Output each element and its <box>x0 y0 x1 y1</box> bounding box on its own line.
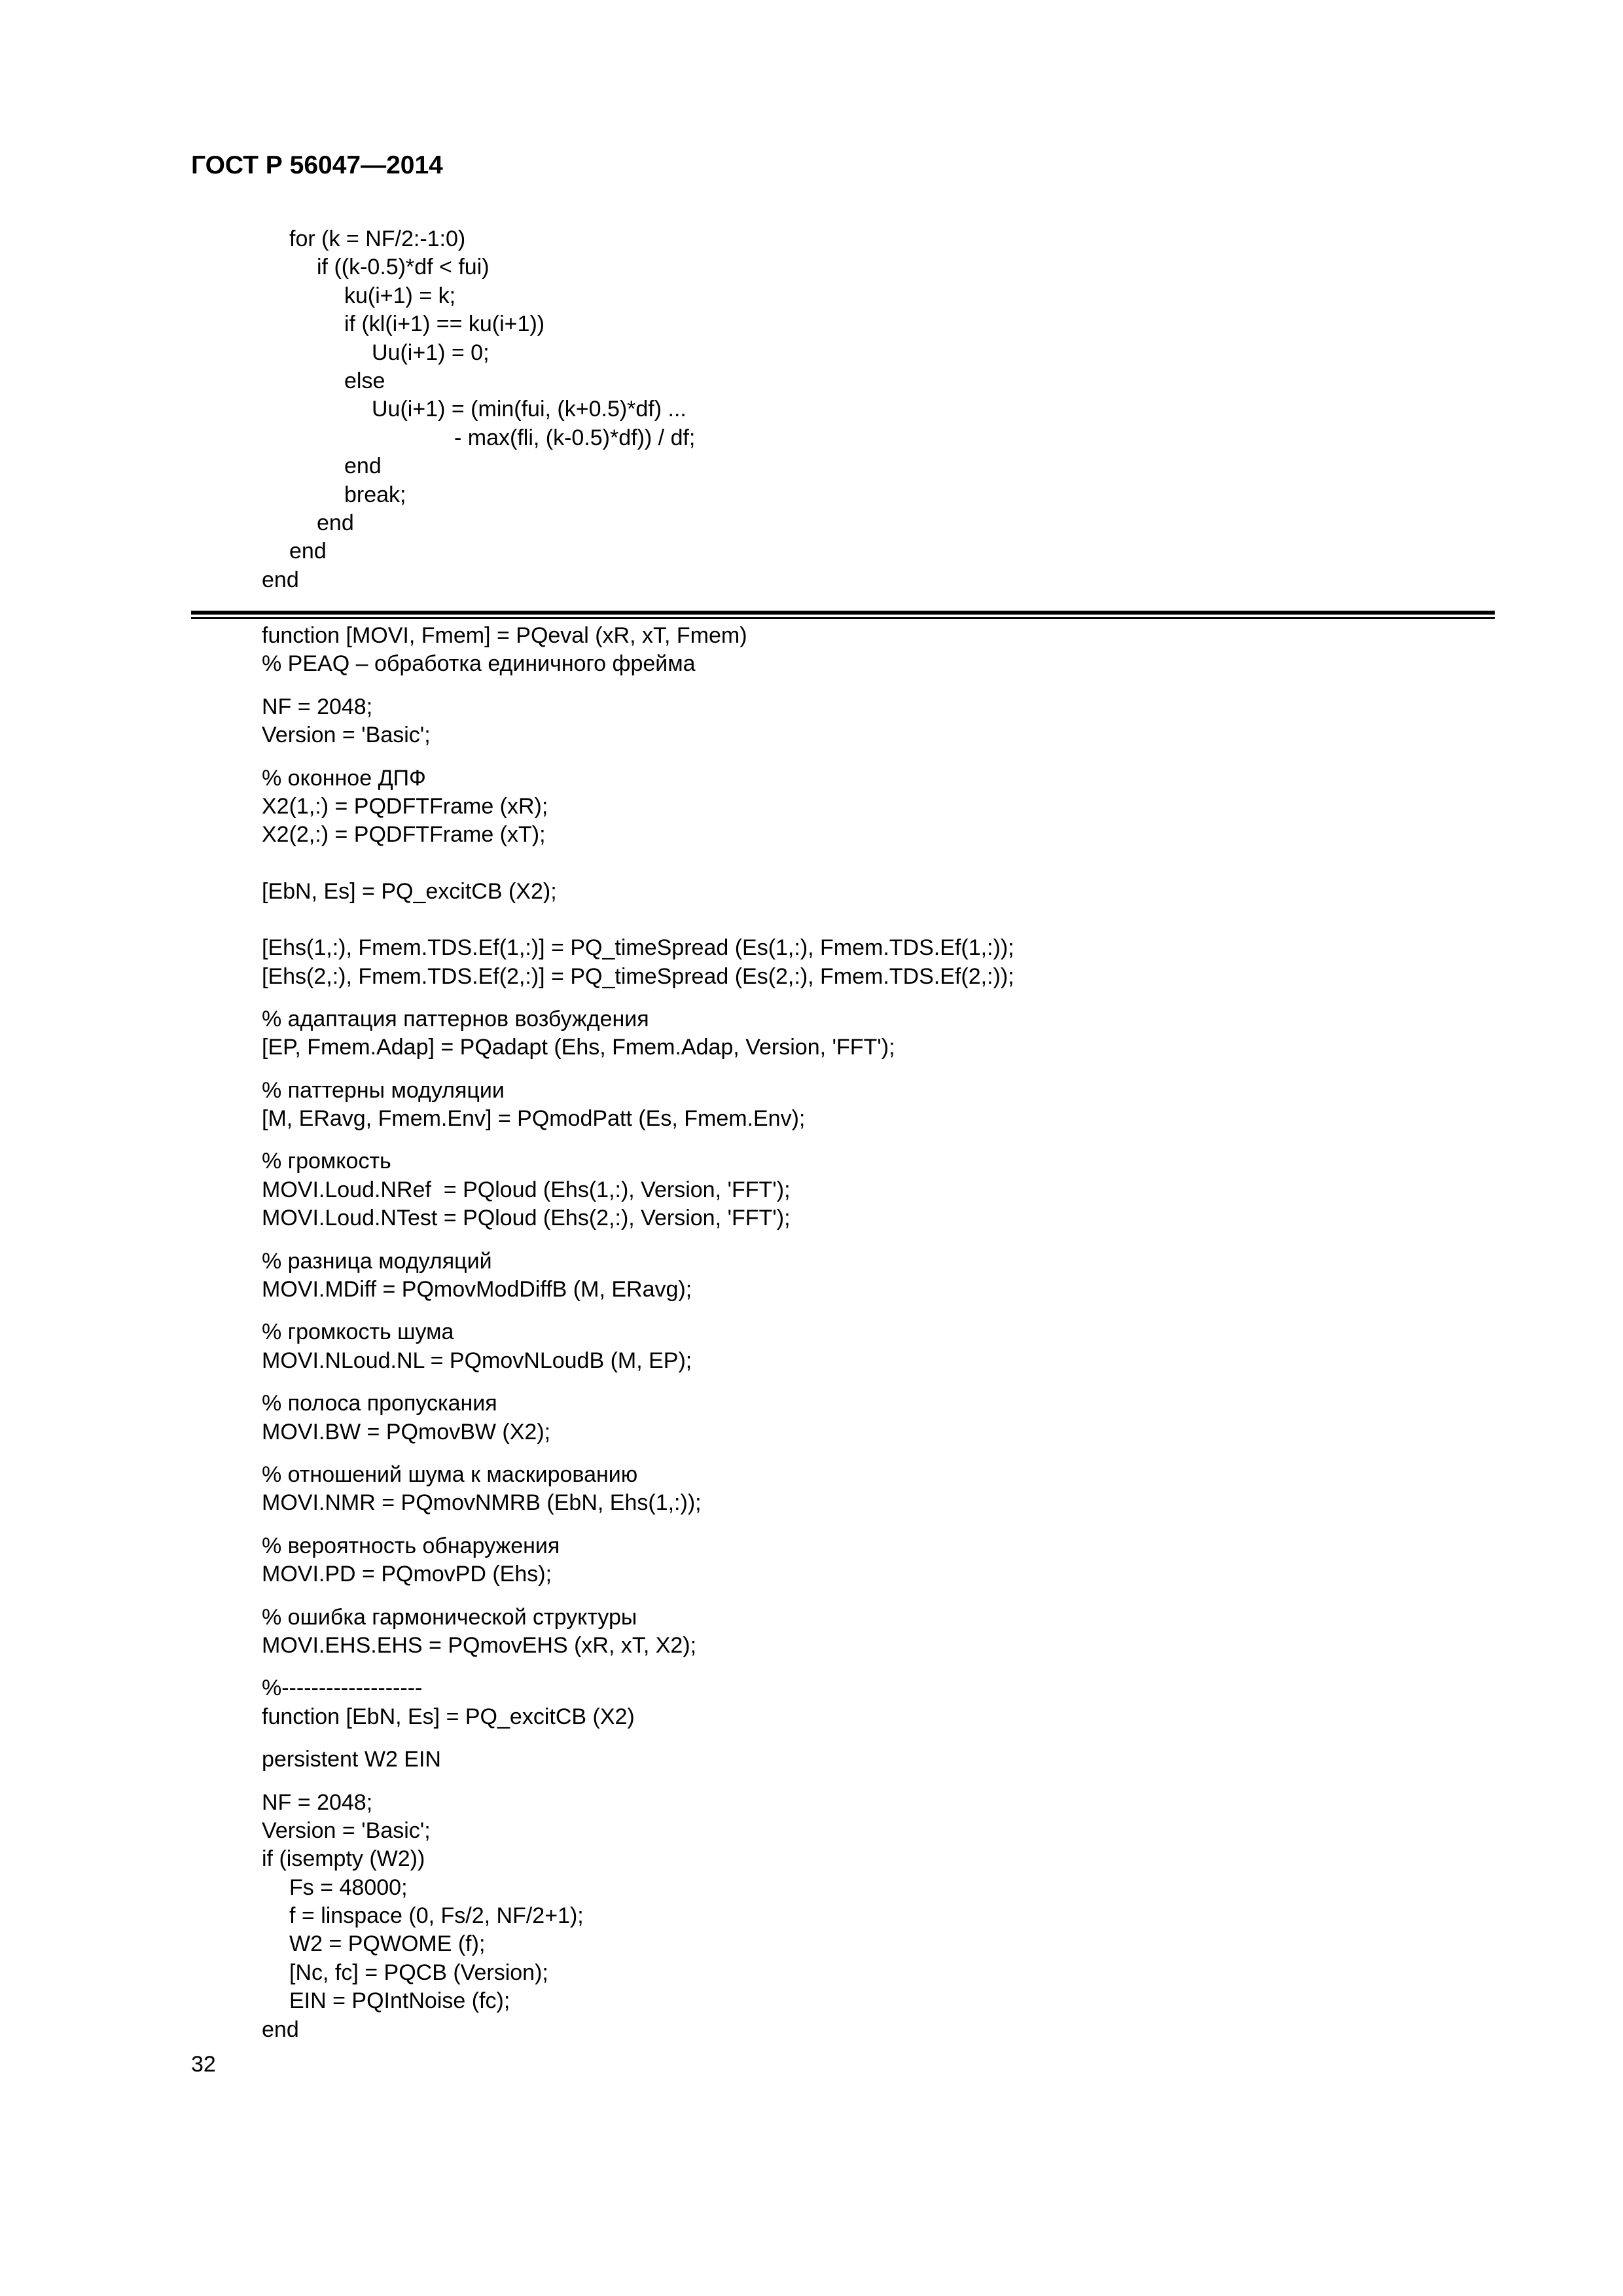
code-line: [EP, Fmem.Adap] = PQadapt (Ehs, Fmem.Adap, Version, 'FFT'); <box>262 1035 895 1060</box>
code-line: [EbN, Es] = PQ_excitCB (X2); <box>262 878 557 904</box>
code-line: % разница модуляций <box>262 1248 492 1274</box>
code-line: if (kl(i+1) == ku(i+1)) <box>344 312 545 337</box>
code-line: for (k = NF/2:-1:0) <box>289 226 466 251</box>
separator-thick-rule <box>191 611 1495 615</box>
code-line: %------------------- <box>262 1676 423 1701</box>
code-line: % громкость шума <box>262 1319 454 1345</box>
code-spacer <box>0 1446 1623 1461</box>
code-line: % полоса пропускания <box>262 1391 497 1416</box>
code-line: - max(fli, (k-0.5)*df)) / df; <box>454 425 696 450</box>
code-spacer <box>0 906 1623 934</box>
code-spacer <box>0 1774 1623 1789</box>
code-block-top <box>0 225 1623 594</box>
code-spacer <box>0 1589 1623 1604</box>
code-spacer <box>0 991 1623 1005</box>
code-line: MOVI.NLoud.NL = PQmovNLoudB (M, EP); <box>262 1348 692 1373</box>
code-line: end <box>289 539 327 564</box>
code-line: end <box>344 454 382 479</box>
code-line: MOVI.MDiff = PQmovModDiffB (M, ERavg); <box>262 1277 692 1302</box>
code-spacer <box>0 1233 1623 1247</box>
code-spacer <box>0 1304 1623 1318</box>
code-line: % оконное ДПФ <box>262 765 426 791</box>
code-line: Version = 'Basic'; <box>262 723 431 748</box>
code-line: MOVI.PD = PQmovPD (Ehs); <box>262 1562 552 1587</box>
code-line: break; <box>344 482 406 507</box>
code-spacer <box>0 750 1623 764</box>
code-line: X2(1,:) = PQDFTFrame (xR); <box>262 793 548 819</box>
code-line: MOVI.NMR = PQmovNMRB (EbN, Ehs(1,:)); <box>262 1490 702 1516</box>
code-line: function [MOVI, Fmem] = PQeval (xR, xT, Fmem) <box>262 623 747 648</box>
page-number: 32 <box>191 2052 216 2077</box>
code-line: % PEAQ – обработка единичного фрейма <box>262 651 696 677</box>
code-line: NF = 2048; <box>262 694 373 719</box>
code-line: end <box>317 510 354 535</box>
code-line: Uu(i+1) = (min(fui, (k+0.5)*df) ... <box>372 397 687 422</box>
code-line: % громкость <box>262 1149 391 1174</box>
code-spacer <box>0 1731 1623 1746</box>
code-line: MOVI.EHS.EHS = PQmovEHS (xR, xT, X2); <box>262 1632 697 1658</box>
code-spacer <box>0 1518 1623 1532</box>
code-line: [Nc, fc] = PQCB (Version); <box>289 1960 548 1985</box>
code-line: % отношений шума к маскированию <box>262 1462 638 1487</box>
code-line: persistent W2 EIN <box>262 1747 441 1772</box>
code-line: ku(i+1) = k; <box>344 283 456 308</box>
code-line: function [EbN, Es] = PQ_excitCB (X2) <box>262 1704 635 1729</box>
code-line: % адаптация паттернов возбуждения <box>262 1006 649 1031</box>
code-line: MOVI.BW = PQmovBW (X2); <box>262 1419 551 1444</box>
code-line: f = linspace (0, Fs/2, NF/2+1); <box>289 1903 584 1929</box>
code-line: end <box>262 2017 299 2042</box>
code-spacer <box>0 1133 1623 1147</box>
document-header: ГОСТ Р 56047—2014 <box>191 151 443 179</box>
code-line: X2(2,:) = PQDFTFrame (xT); <box>262 822 546 848</box>
code-spacer <box>0 1062 1623 1077</box>
code-line: MOVI.Loud.NTest = PQloud (Ehs(2,:), Version, 'FFT'); <box>262 1206 791 1231</box>
code-line: % вероятность обнаружения <box>262 1533 560 1558</box>
code-line: [M, ERavg, Fmem.Env] = PQmodPatt (Es, Fmem.Env); <box>262 1106 806 1132</box>
code-spacer <box>0 1375 1623 1390</box>
code-line: W2 = PQWOME (f); <box>289 1931 486 1957</box>
code-line: if (isempty (W2)) <box>262 1846 425 1872</box>
code-line: Fs = 48000; <box>289 1874 408 1900</box>
code-block-bottom <box>0 622 1623 2044</box>
code-line: end <box>262 567 299 592</box>
code-line: % ошибка гармонической структуры <box>262 1604 637 1630</box>
section-separator <box>191 611 1495 620</box>
code-line: % паттерны модуляции <box>262 1077 505 1103</box>
code-line: EIN = PQIntNoise (fc); <box>289 1988 510 2014</box>
code-line: else <box>344 368 385 393</box>
code-line: if ((k-0.5)*df < fui) <box>317 255 490 280</box>
code-line: [Ehs(2,:), Fmem.TDS.Ef(2,:)] = PQ_timeSpread (Es(2,:), Fmem.TDS.Ef(2,:)); <box>262 963 1014 989</box>
code-line: MOVI.Loud.NRef = PQloud (Ehs(1,:), Version, 'FFT'); <box>262 1177 791 1202</box>
code-line: Uu(i+1) = 0; <box>372 340 490 365</box>
code-spacer <box>0 679 1623 693</box>
code-line: Version = 'Basic'; <box>262 1818 431 1843</box>
code-line: NF = 2048; <box>262 1789 373 1815</box>
separator-thin-rule <box>191 617 1495 619</box>
code-spacer <box>0 850 1623 878</box>
code-spacer <box>0 1660 1623 1674</box>
code-line: [Ehs(1,:), Fmem.TDS.Ef(1,:)] = PQ_timeSpread (Es(1,:), Fmem.TDS.Ef(1,:)); <box>262 935 1014 961</box>
